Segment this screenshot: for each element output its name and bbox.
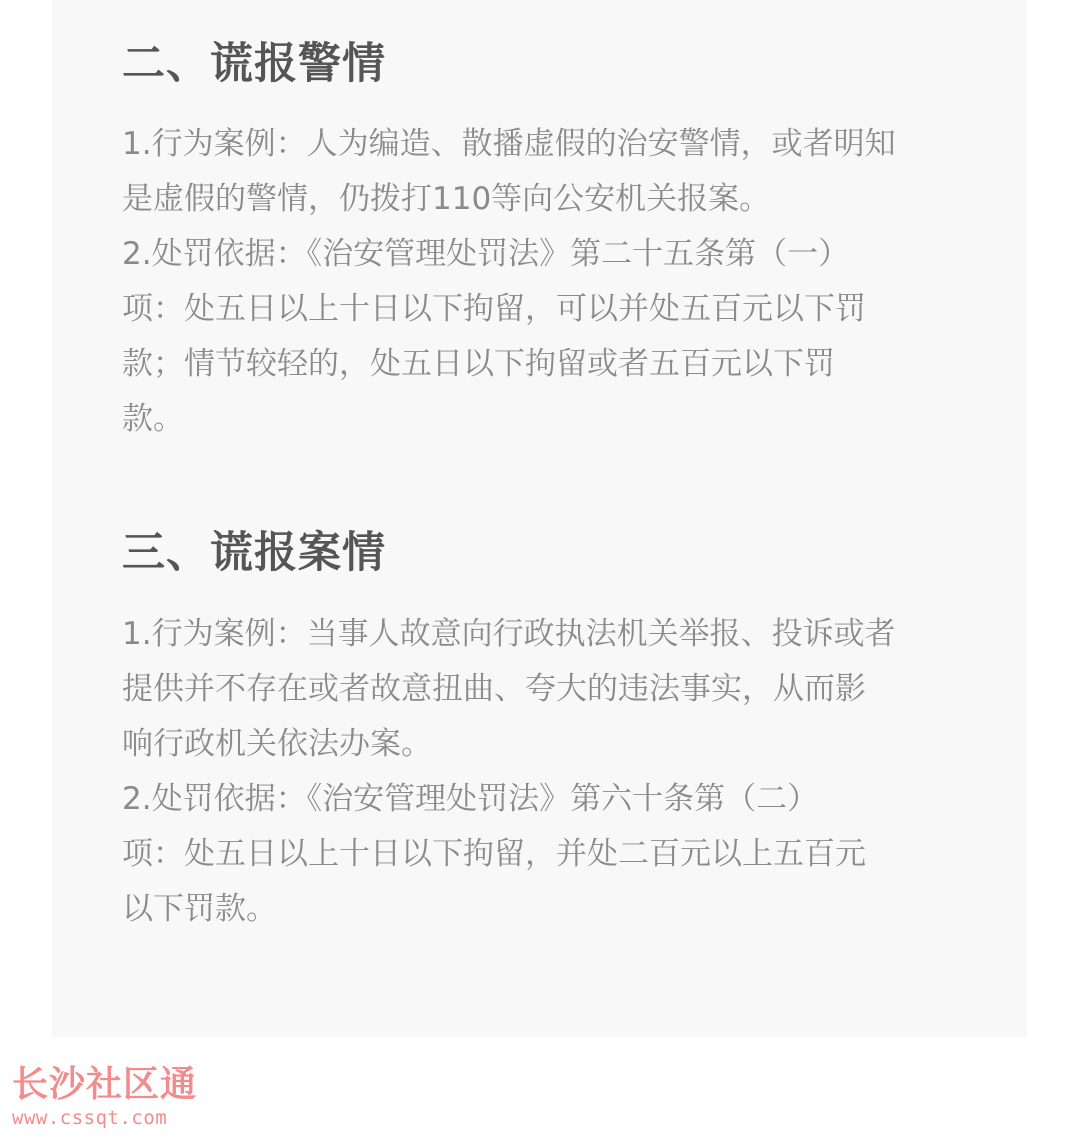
body-line: 项：处五日以上十日以下拘留，可以并处五百元以下罚 (122, 291, 866, 327)
section-heading-false-case-report: 三、谎报案情 (122, 528, 386, 578)
section-body-false-case-report (122, 607, 967, 937)
body-line: 款。 (122, 401, 184, 437)
watermark-url: www.cssqt.com (12, 1107, 168, 1129)
body-line: 是虚假的警情，仍拨打110等向公安机关报案。 (122, 181, 771, 217)
body-line: 以下罚款。 (122, 891, 277, 927)
body-line: 2.处罚依据：《治安管理处罚法》第六十条第（二） (122, 781, 819, 817)
body-line: 项：处五日以上十日以下拘留，并处二百元以上五百元 (122, 836, 866, 872)
section-heading-false-police-report: 二、谎报警情 (122, 39, 386, 89)
body-line: 提供并不存在或者故意扭曲、夸大的违法事实，从而影 (122, 671, 866, 707)
body-line: 2.处罚依据：《治安管理处罚法》第二十五条第（一） (122, 236, 850, 272)
body-line: 1.行为案例：人为编造、散播虚假的治安警情，或者明知 (122, 126, 896, 162)
section-body-false-police-report (122, 117, 967, 447)
body-line: 款；情节较轻的，处五日以下拘留或者五百元以下罚 (122, 346, 835, 382)
watermark (12, 1064, 232, 1130)
body-line: 1.行为案例：当事人故意向行政执法机关举报、投诉或者 (122, 616, 896, 652)
watermark-title: 长沙社区通 (12, 1064, 198, 1105)
body-line: 响行政机关依法办案。 (122, 726, 432, 762)
